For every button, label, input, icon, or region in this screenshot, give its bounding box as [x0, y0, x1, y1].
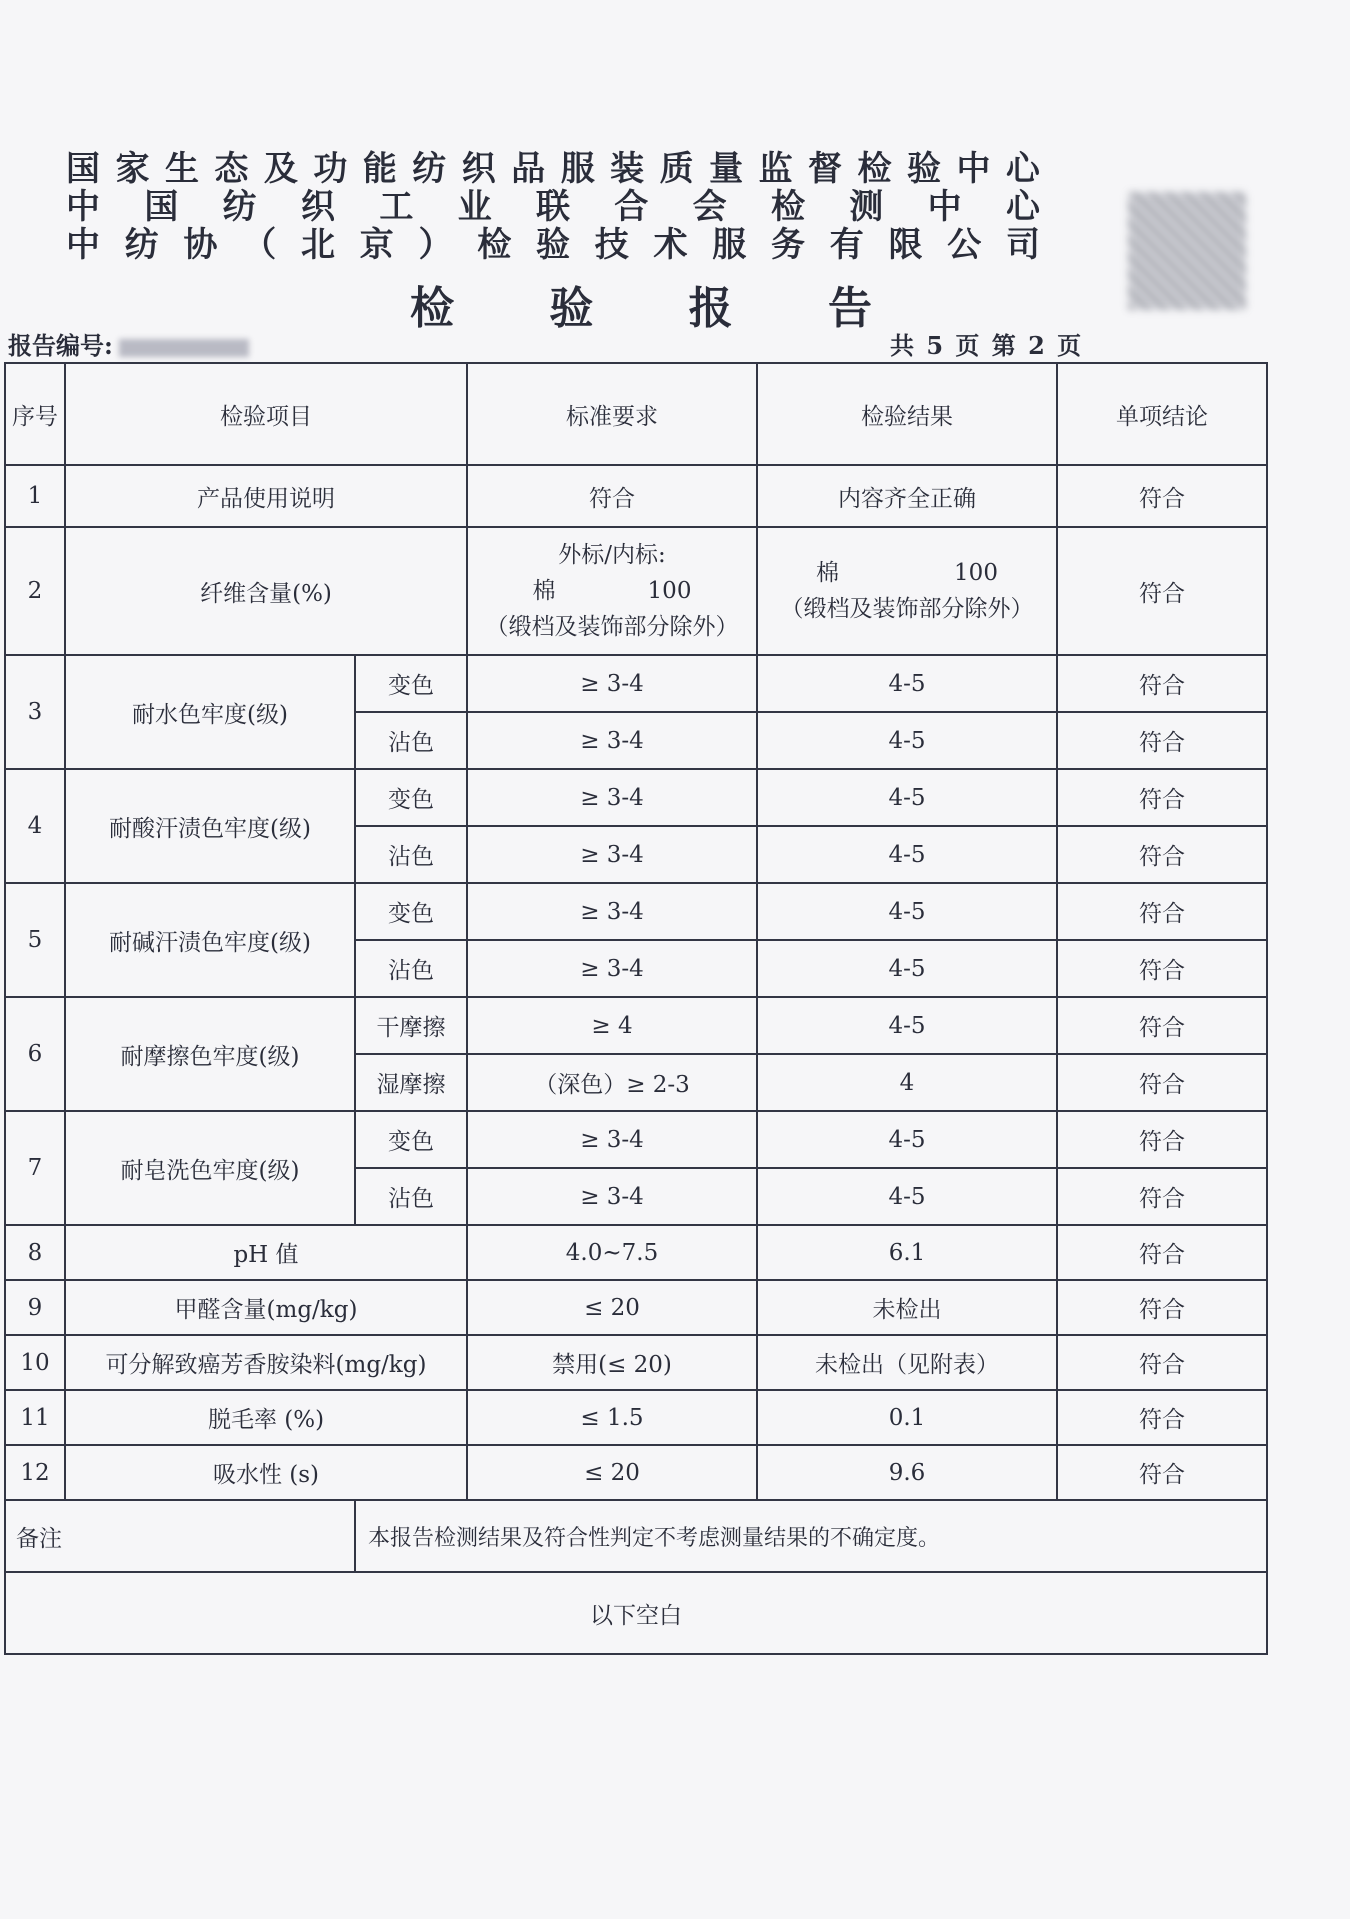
page-info: 共 5 页 第 2 页: [890, 331, 1082, 360]
row-index: 9: [5, 1280, 65, 1335]
sub-item: 湿摩擦: [355, 1054, 467, 1111]
org-char: 公: [947, 225, 988, 265]
requirement-line: 外标/内标:: [558, 542, 666, 568]
row-result: 0.1: [757, 1390, 1057, 1445]
org-char: 服: [712, 225, 753, 265]
row-requirement: （深色）≥ 2-3: [467, 1054, 757, 1111]
row-result: 4-5: [757, 1111, 1057, 1168]
org-char: 有: [829, 225, 870, 265]
org-char: 心: [1005, 149, 1046, 189]
org-char: 纺: [124, 225, 165, 265]
row-result: 4-5: [757, 940, 1057, 997]
org-char: 验: [536, 225, 576, 265]
report-number: [8, 326, 249, 361]
row-item: 耐水色牢度(级): [65, 655, 355, 769]
sub-item: 沾色: [355, 826, 467, 883]
table-row: [5, 527, 1267, 655]
table-row: [5, 465, 1267, 527]
row-requirement: ≥ 3-4: [467, 940, 757, 997]
row-conclusion: 符合: [1057, 1168, 1267, 1225]
org-char: 司: [1006, 225, 1046, 265]
row-result: 9.6: [757, 1445, 1057, 1500]
org-char: 联: [535, 187, 576, 227]
org-char: 检: [770, 187, 811, 227]
header-item: 检验项目: [65, 363, 467, 465]
org-char: ）: [418, 225, 459, 265]
sub-item: 沾色: [355, 712, 467, 769]
row-item: 耐皂洗色牢度(级): [65, 1111, 355, 1225]
org-char: 验: [906, 149, 947, 189]
row-result: 6.1: [757, 1225, 1057, 1280]
org-char: 心: [1005, 187, 1046, 227]
org-line-2: [66, 188, 1046, 226]
row-requirement: ≤ 1.5: [467, 1390, 757, 1445]
table-header: [5, 363, 1267, 465]
result-line: （缎档及装饰部分除外）: [780, 596, 1034, 622]
org-char: 中: [927, 187, 968, 227]
row-index: 10: [5, 1335, 65, 1390]
org-char: 及: [263, 149, 304, 189]
blank-row: [5, 1572, 1267, 1654]
org-line-3: [66, 226, 1046, 264]
row-requirement: ≥ 3-4: [467, 769, 757, 826]
row-result: 4-5: [757, 655, 1057, 712]
header-requirement: 标准要求: [467, 363, 757, 465]
report-number-label: 报告编号:: [8, 331, 113, 360]
org-char: 合: [614, 187, 655, 227]
row-conclusion: 符合: [1057, 1335, 1267, 1390]
row-index: 7: [5, 1111, 65, 1225]
remark-text: 本报告检测结果及符合性判定不考虑测量结果的不确定度。: [355, 1500, 1267, 1572]
table-row: [5, 769, 1267, 826]
row-requirement: ≤ 20: [467, 1445, 757, 1500]
row-conclusion: 符合: [1057, 769, 1267, 826]
requirement-line: 棉 100: [532, 578, 692, 604]
redacted-report-number: [119, 339, 249, 357]
org-line-1: [66, 150, 1046, 188]
table-row: [5, 1445, 1267, 1500]
row-result: 未检出: [757, 1280, 1057, 1335]
org-char: 中: [956, 149, 997, 189]
row-index: 11: [5, 1390, 65, 1445]
row-item: 脱毛率 (%): [65, 1390, 467, 1445]
row-requirement: ≥ 3-4: [467, 712, 757, 769]
table-row: [5, 1280, 1267, 1335]
org-char: 检: [857, 149, 898, 189]
remark-label: 备注: [5, 1500, 355, 1572]
org-char: 装: [610, 149, 651, 189]
org-char: 纺: [222, 187, 263, 227]
header-index: 序号: [5, 363, 65, 465]
sub-item: 沾色: [355, 940, 467, 997]
row-index: 4: [5, 769, 65, 883]
table-row: [5, 997, 1267, 1054]
org-char: 织: [300, 187, 341, 227]
requirement-line: （缎档及装饰部分除外）: [485, 614, 739, 640]
row-result: 4-5: [757, 1168, 1057, 1225]
row-conclusion: 符合: [1057, 997, 1267, 1054]
row-result: 4: [757, 1054, 1057, 1111]
row-item: 耐摩擦色牢度(级): [65, 997, 355, 1111]
inspection-table: [4, 362, 1268, 1655]
sub-item: 变色: [355, 655, 467, 712]
row-item: 耐碱汗渍色牢度(级): [65, 883, 355, 997]
org-char: （: [242, 225, 283, 265]
org-char: 监: [758, 149, 799, 189]
org-char: 品: [511, 149, 552, 189]
table-row: [5, 1111, 1267, 1168]
row-result: 4-5: [757, 826, 1057, 883]
row-requirement: 4.0~7.5: [467, 1225, 757, 1280]
org-char: 中: [66, 225, 106, 265]
result-line: 棉 100: [816, 560, 998, 586]
row-requirement: ≥ 3-4: [467, 883, 757, 940]
sub-item: 沾色: [355, 1168, 467, 1225]
sub-item: 变色: [355, 883, 467, 940]
row-conclusion: 符合: [1057, 1225, 1267, 1280]
header-conclusion: 单项结论: [1057, 363, 1267, 465]
row-requirement: ≥ 4: [467, 997, 757, 1054]
row-item: pH 值: [65, 1225, 467, 1280]
row-requirement: ≥ 3-4: [467, 1111, 757, 1168]
row-result: 4-5: [757, 883, 1057, 940]
org-char: 中: [66, 187, 106, 227]
org-char: 国: [66, 149, 106, 189]
red-stamp-icon: [1306, 672, 1346, 952]
row-conclusion: 符合: [1057, 1111, 1267, 1168]
org-char: 国: [144, 187, 185, 227]
org-char: 工: [379, 187, 420, 227]
remark-row: [5, 1500, 1267, 1572]
row-item: 甲醛含量(mg/kg): [65, 1280, 467, 1335]
row-conclusion: 符合: [1057, 465, 1267, 527]
row-conclusion: 符合: [1057, 1390, 1267, 1445]
org-char: 北: [301, 225, 341, 265]
row-conclusion: 符合: [1057, 1280, 1267, 1335]
org-char: 督: [808, 149, 849, 189]
row-result: [757, 527, 1057, 655]
row-result: 4-5: [757, 712, 1057, 769]
row-conclusion: 符合: [1057, 712, 1267, 769]
row-requirement: ≤ 20: [467, 1280, 757, 1335]
blank-note: 以下空白: [5, 1572, 1267, 1654]
org-char: 技: [594, 225, 635, 265]
table-row: [5, 655, 1267, 712]
qr-code-icon: [1128, 192, 1246, 310]
sub-item: 干摩擦: [355, 997, 467, 1054]
org-char: 协: [183, 225, 224, 265]
row-index: 6: [5, 997, 65, 1111]
org-char: 京: [359, 225, 400, 265]
row-result: 内容齐全正确: [757, 465, 1057, 527]
org-char: 织: [461, 149, 502, 189]
row-result: 4-5: [757, 997, 1057, 1054]
row-requirement: ≥ 3-4: [467, 826, 757, 883]
row-conclusion: 符合: [1057, 1054, 1267, 1111]
org-char: 纺: [412, 149, 453, 189]
org-char: 能: [362, 149, 403, 189]
table-row: [5, 1335, 1267, 1390]
org-char: 限: [888, 225, 929, 265]
org-char: 功: [313, 149, 354, 189]
org-char: 检: [477, 225, 518, 265]
row-index: 5: [5, 883, 65, 997]
row-requirement: [467, 527, 757, 655]
sub-item: 变色: [355, 1111, 467, 1168]
org-char: 家: [115, 149, 156, 189]
row-item: 产品使用说明: [65, 465, 467, 527]
organization-header: [66, 150, 1046, 264]
row-conclusion: 符合: [1057, 1445, 1267, 1500]
org-char: 业: [457, 187, 498, 227]
org-char: 质: [659, 149, 700, 189]
row-index: 3: [5, 655, 65, 769]
row-item: 可分解致癌芳香胺染料(mg/kg): [65, 1335, 467, 1390]
row-result: 4-5: [757, 769, 1057, 826]
table-row: [5, 883, 1267, 940]
row-requirement: ≥ 3-4: [467, 1168, 757, 1225]
row-index: 8: [5, 1225, 65, 1280]
row-requirement: 符合: [467, 465, 757, 527]
row-item: 耐酸汗渍色牢度(级): [65, 769, 355, 883]
row-conclusion: 符合: [1057, 940, 1267, 997]
row-item: 吸水性 (s): [65, 1445, 467, 1500]
row-requirement: 禁用(≤ 20): [467, 1335, 757, 1390]
table-row: [5, 1390, 1267, 1445]
org-char: 测: [849, 187, 890, 227]
row-conclusion: 符合: [1057, 826, 1267, 883]
row-index: 1: [5, 465, 65, 527]
org-char: 生: [164, 149, 205, 189]
report-title: 检 验 报 告: [410, 283, 912, 334]
header-result: 检验结果: [757, 363, 1057, 465]
row-index: 2: [5, 527, 65, 655]
org-char: 务: [771, 225, 811, 265]
row-conclusion: 符合: [1057, 883, 1267, 940]
org-char: 态: [214, 149, 255, 189]
row-result: 未检出（见附表）: [757, 1335, 1057, 1390]
table-row: [5, 1225, 1267, 1280]
org-char: 术: [653, 225, 694, 265]
row-conclusion: 符合: [1057, 655, 1267, 712]
sub-item: 变色: [355, 769, 467, 826]
row-requirement: ≥ 3-4: [467, 655, 757, 712]
row-index: 12: [5, 1445, 65, 1500]
org-char: 会: [692, 187, 733, 227]
row-conclusion: 符合: [1057, 527, 1267, 655]
org-char: 服: [560, 149, 601, 189]
org-char: 量: [709, 149, 750, 189]
row-item: 纤维含量(%): [65, 527, 467, 655]
